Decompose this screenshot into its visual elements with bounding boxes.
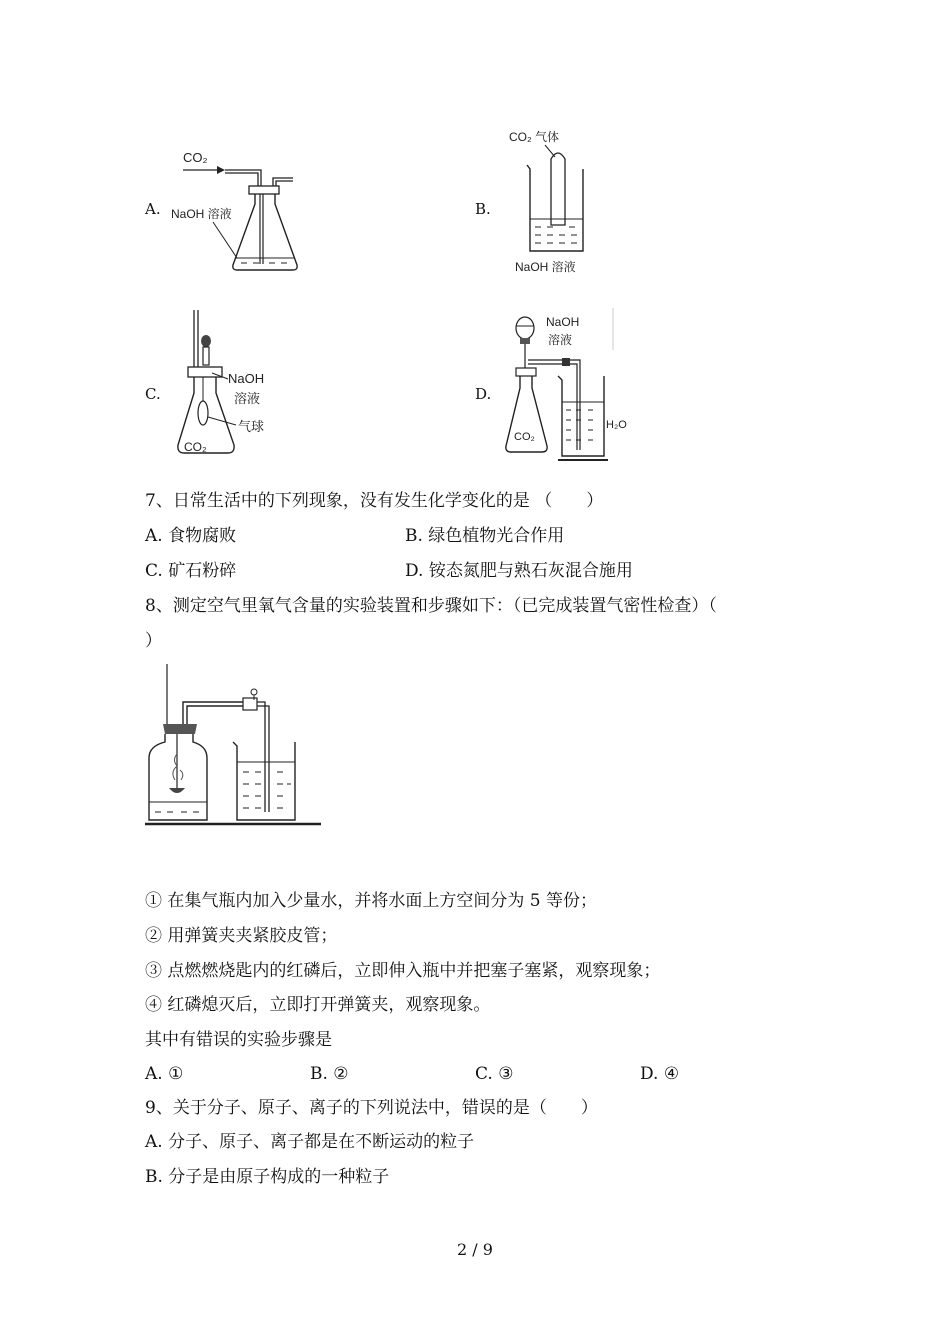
q7-option-a: A. 食物腐败 <box>145 526 237 546</box>
q8-step-3: ③ 点燃燃烧匙内的红磷后，立即伸入瓶中并把塞子塞紧，观察现象； <box>145 961 661 981</box>
q9-option-b: B. 分子是由原子构成的一种粒子 <box>145 1167 390 1187</box>
q7-option-c: C. 矿石粉碎 <box>145 561 237 581</box>
label-naoh: NaOH 溶液 <box>171 207 232 221</box>
q8-option-c: C. ③ <box>475 1064 514 1084</box>
clamp <box>562 358 570 366</box>
q6-option-c-letter: C. <box>145 385 161 403</box>
q9-option-a: A. 分子、原子、离子都是在不断运动的粒子 <box>145 1132 475 1152</box>
q8-option-b: B. ② <box>310 1064 349 1084</box>
label-naoh: NaOH <box>546 315 580 329</box>
label-co2: CO₂ <box>183 150 208 165</box>
page-number: 2 / 9 <box>457 1240 493 1259</box>
beaker <box>558 376 604 456</box>
label-co2-gas: CO₂ 气体 <box>509 130 559 144</box>
q8-step-4: ④ 红磷熄灭后，立即打开弹簧夹，观察现象。 <box>145 995 491 1015</box>
q8-step-1: ① 在集气瓶内加入少量水，并将水面上方空间分为 5 等份； <box>145 891 598 911</box>
gas-bottle <box>149 734 207 820</box>
label-solution: 溶液 <box>548 333 573 347</box>
label-co2: CO₂ <box>184 440 207 454</box>
label-solution: 溶液 <box>234 391 261 406</box>
q8-option-d: D. ④ <box>640 1064 680 1084</box>
q7-stem: 7、日常生活中的下列现象，没有发生化学变化的是 （ ） <box>145 491 604 511</box>
q6-option-b-letter: B. <box>475 200 491 218</box>
dropper-bulb <box>201 335 211 347</box>
q6-option-d-letter: D. <box>475 385 492 403</box>
arrow-head <box>217 166 225 174</box>
stopper <box>188 367 222 377</box>
separatory-funnel <box>516 317 534 339</box>
q8-apparatus-figure <box>145 662 325 830</box>
q7-option-b: B. 绿色植物光合作用 <box>405 526 565 546</box>
balloon <box>198 401 208 425</box>
flask <box>233 194 297 270</box>
q8-step-2: ② 用弹簧夹夹紧胶皮管； <box>145 926 338 946</box>
q8-stem-line2: ） <box>145 631 162 651</box>
q9-stem: 9、关于分子、原子、离子的下列说法中，错误的是（ ） <box>145 1098 598 1118</box>
label-water: H₂O <box>606 419 627 431</box>
q8-question: 其中有错误的实验步骤是 <box>145 1030 332 1050</box>
combustion-spoon <box>169 788 185 793</box>
beaker <box>233 742 295 820</box>
bottle-stopper <box>163 724 197 734</box>
label-co2: CO₂ <box>514 431 535 443</box>
q7-option-d: D. 铵态氮肥与熟石灰混合施用 <box>405 561 633 581</box>
q8-option-a: A. ① <box>145 1064 184 1084</box>
q8-stem-line1: 8、测定空气里氧气含量的实验装置和步骤如下：（已完成装置气密性检查）（ <box>145 596 717 616</box>
q6-figure-d <box>500 300 627 465</box>
q6-figure-b <box>505 125 615 280</box>
label-naoh: NaOH 溶液 <box>515 260 576 274</box>
q6-figure-a <box>165 140 305 275</box>
label-balloon: 气球 <box>238 419 265 434</box>
q6-figure-c <box>170 305 290 465</box>
test-tube <box>551 153 565 225</box>
stopper <box>249 186 279 194</box>
beaker <box>527 165 583 251</box>
q6-option-a-letter: A. <box>145 200 161 218</box>
spring-clamp <box>243 698 257 710</box>
label-naoh: NaOH <box>228 371 265 386</box>
